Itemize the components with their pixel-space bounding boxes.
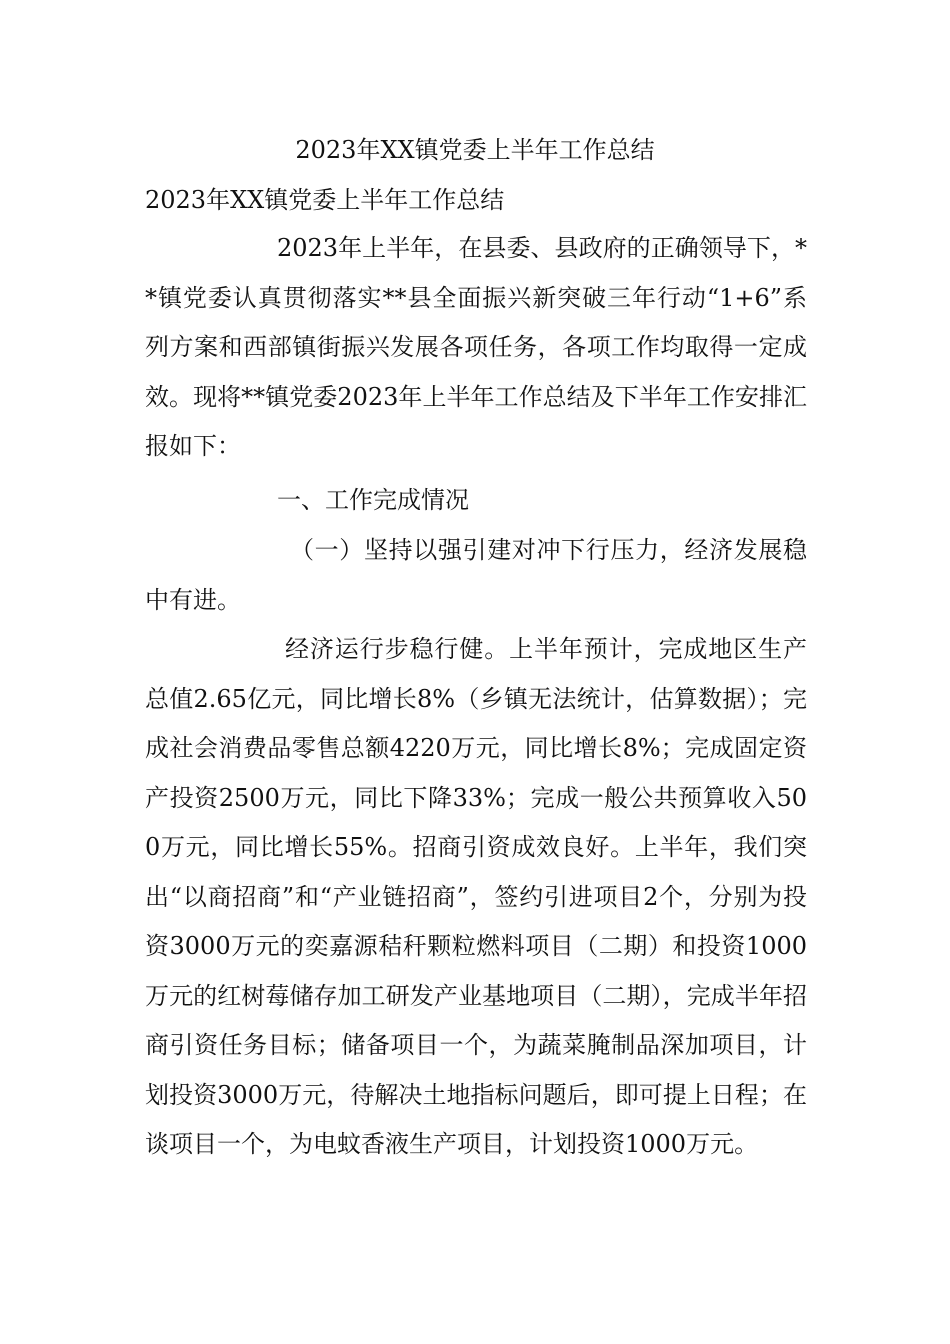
section-heading: 一、工作完成情况 <box>277 486 469 514</box>
subsection-heading: （一）坚持以强引建对冲下行压力，经济发展稳中有进。 <box>145 536 807 614</box>
economy-paragraph: 经济运行步稳行健。上半年预计，完成地区生产总值2.65亿元，同比增长8%（乡镇无法统计，估算数据）；完成社会消费品零售总额4220万元，同比增长8%；完成固定资产投资2500万元，同比下降33%；完成一般公共预算收入500万元，同比增长55%。招商引资成效良好。上半年，我们突出“以商招商”和“产业链招商”，签约引进项目2个，分别为投资3000万元的奕嘉源秸秆颗粒燃料项目（二期）和投资1000万元的红树莓储存加工研发产业基地项目（二期），完成半年招商引资任务目标；储备项目一个，为蔬菜腌制品深加项目，计划投资3000万元，待解决土地指标问题后，即可提上日程；在谈项目一个，为电蚊香液生产项目，计划投资1000万元。 <box>145 635 807 1158</box>
document-title: 2023年XX镇党委上半年工作总结 <box>295 136 655 164</box>
intro-paragraph: 2023年上半年，在县委、县政府的正确领导下，**镇党委认真贯彻落实**县全面振兴新突破三年行动“1+6”系列方案和西部镇街振兴发展各项任务，各项工作均取得一定成效。现将**镇党委2023年上半年工作总结及下半年工作安排汇报如下： <box>145 234 807 460</box>
document-subtitle: 2023年XX镇党委上半年工作总结 <box>145 186 505 214</box>
